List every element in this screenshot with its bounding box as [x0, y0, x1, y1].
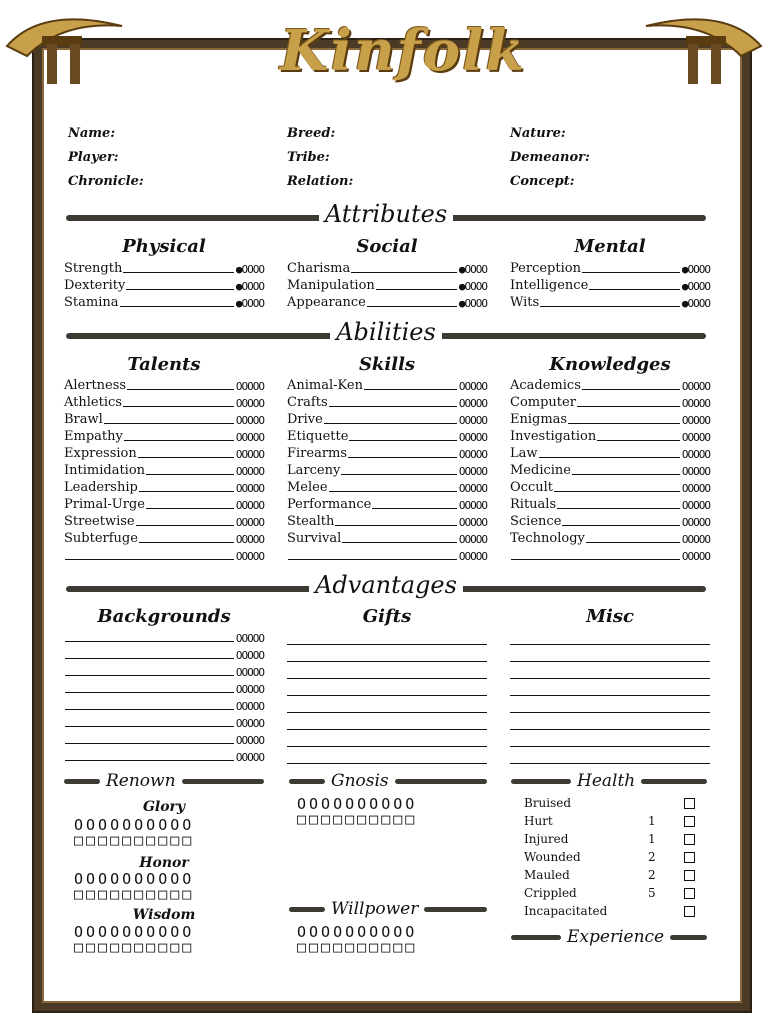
- wisdom-squares[interactable]: □□□□□□□□□□: [74, 938, 195, 956]
- nature-label: Nature:: [510, 126, 566, 141]
- write-line[interactable]: [597, 439, 680, 441]
- skill-dots[interactable]: OOOOO: [458, 482, 487, 495]
- physical-attribute-row[interactable]: [64, 259, 264, 276]
- talent-dots[interactable]: OOOOO: [235, 380, 264, 393]
- write-line[interactable]: [324, 422, 457, 424]
- skill-row[interactable]: [287, 427, 487, 444]
- knowledge-name: Occult: [510, 480, 553, 495]
- knowledge-row[interactable]: [510, 393, 710, 410]
- misc-list: [510, 628, 710, 764]
- health-penalty: 5: [648, 886, 656, 900]
- mental-attribute-name: Wits: [510, 295, 540, 310]
- write-line[interactable]: [376, 288, 457, 290]
- talent-row[interactable]: [64, 512, 264, 529]
- gifts-heading: Gifts: [362, 606, 412, 627]
- health-checkbox[interactable]: [684, 852, 695, 863]
- knowledge-dots[interactable]: OOOOO: [681, 465, 710, 478]
- talent-row[interactable]: [64, 478, 264, 495]
- skills-list: [287, 376, 487, 563]
- social-attribute-name: Appearance: [287, 295, 366, 310]
- skill-name: Crafts: [287, 395, 328, 410]
- social-attribute-row[interactable]: [287, 293, 487, 310]
- abilities-title: Abilities: [330, 318, 442, 346]
- willpower-squares[interactable]: □□□□□□□□□□: [297, 938, 418, 956]
- knowledge-row[interactable]: [510, 410, 710, 427]
- skill-row[interactable]: [287, 393, 487, 410]
- write-line[interactable]: [364, 388, 457, 390]
- talent-dots[interactable]: OOOOO: [235, 533, 264, 546]
- background-row[interactable]: [64, 679, 264, 696]
- willpower-title: Willpower: [331, 899, 419, 919]
- mental-attribute-dots[interactable]: ●OOOO: [681, 263, 710, 276]
- knowledge-dots[interactable]: OOOOO: [681, 516, 710, 529]
- write-line[interactable]: [146, 473, 234, 475]
- gift-line[interactable]: [287, 628, 487, 645]
- gnosis-title: Gnosis: [331, 771, 389, 791]
- skill-row[interactable]: [287, 495, 487, 512]
- knowledge-row[interactable]: [510, 529, 710, 546]
- physical-attribute-dots[interactable]: ●OOOO: [235, 263, 264, 276]
- mental-attribute-name: Perception: [510, 261, 581, 276]
- skill-dots[interactable]: OOOOO: [458, 550, 487, 563]
- talent-row[interactable]: [64, 410, 264, 427]
- physical-attribute-row[interactable]: [64, 276, 264, 293]
- talent-row[interactable]: [64, 444, 264, 461]
- knowledge-dots[interactable]: OOOOO: [681, 482, 710, 495]
- write-line[interactable]: [104, 422, 234, 424]
- misc-line[interactable]: [510, 645, 710, 662]
- knowledge-row[interactable]: [510, 495, 710, 512]
- write-line[interactable]: [586, 541, 680, 543]
- skill-name: Firearms: [287, 446, 348, 461]
- physical-attribute-name: Dexterity: [64, 278, 126, 293]
- write-line[interactable]: [557, 507, 680, 509]
- talent-row[interactable]: [64, 546, 264, 563]
- knowledge-name: Investigation: [510, 429, 597, 444]
- knowledge-dots[interactable]: OOOOO: [681, 499, 710, 512]
- knowledge-dots[interactable]: OOOOO: [681, 431, 710, 444]
- talent-name: Empathy: [64, 429, 123, 444]
- write-line[interactable]: [65, 640, 234, 642]
- health-level-row: [524, 868, 694, 886]
- physical-list: [64, 259, 264, 310]
- skill-name: Melee: [287, 480, 328, 495]
- health-level-row: [524, 796, 694, 814]
- skill-row[interactable]: [287, 512, 487, 529]
- background-row[interactable]: [64, 713, 264, 730]
- honor-circles[interactable]: OOOOOOOOOO: [74, 870, 195, 888]
- talent-name: Athletics: [64, 395, 122, 410]
- background-dots[interactable]: OOOOO: [235, 751, 264, 764]
- renown-title: Renown: [106, 771, 176, 791]
- misc-line[interactable]: [510, 696, 710, 713]
- player-label: Player:: [68, 150, 119, 165]
- knowledge-dots[interactable]: OOOOO: [681, 380, 710, 393]
- skill-row[interactable]: [287, 461, 487, 478]
- knowledge-name: Law: [510, 446, 538, 461]
- write-line[interactable]: [568, 422, 680, 424]
- attributes-section-header: [66, 202, 706, 232]
- misc-line[interactable]: [510, 713, 710, 730]
- talent-name: Primal-Urge: [64, 497, 145, 512]
- talents-list: [64, 376, 264, 563]
- background-dots[interactable]: OOOOO: [235, 666, 264, 679]
- willpower-header: [289, 898, 487, 920]
- health-level-name: Crippled: [524, 886, 577, 900]
- background-row[interactable]: [64, 747, 264, 764]
- gnosis-circles[interactable]: OOOOOOOOOO: [297, 795, 418, 813]
- social-list: [287, 259, 487, 310]
- knowledge-name: Medicine: [510, 463, 571, 478]
- physical-heading: Physical: [122, 236, 206, 257]
- background-row[interactable]: [64, 645, 264, 662]
- skill-dots[interactable]: OOOOO: [458, 431, 487, 444]
- sheet-title: Kinfolk: [280, 18, 527, 84]
- backgrounds-heading: Backgrounds: [97, 606, 231, 627]
- write-line[interactable]: [335, 524, 457, 526]
- gift-line[interactable]: [287, 645, 487, 662]
- health-level-name: Injured: [524, 832, 569, 846]
- social-heading: Social: [356, 236, 418, 257]
- health-levels: [524, 796, 694, 922]
- gift-line[interactable]: [287, 679, 487, 696]
- misc-heading: Misc: [586, 606, 634, 627]
- misc-line[interactable]: [510, 747, 710, 764]
- skill-dots[interactable]: OOOOO: [458, 465, 487, 478]
- mental-attribute-name: Intelligence: [510, 278, 589, 293]
- talent-row[interactable]: [64, 376, 264, 393]
- skill-row[interactable]: [287, 478, 487, 495]
- talents-heading: Talents: [127, 354, 201, 375]
- background-dots[interactable]: OOOOO: [235, 717, 264, 730]
- write-line[interactable]: [577, 405, 680, 407]
- knowledge-dots[interactable]: OOOOO: [681, 448, 710, 461]
- background-dots[interactable]: OOOOO: [235, 734, 264, 747]
- skills-heading: Skills: [358, 354, 416, 375]
- name-label: Name:: [68, 126, 116, 141]
- knowledge-row[interactable]: [510, 427, 710, 444]
- honor-squares[interactable]: □□□□□□□□□□: [74, 885, 195, 903]
- talent-dots[interactable]: OOOOO: [235, 414, 264, 427]
- talent-dots[interactable]: OOOOO: [235, 465, 264, 478]
- wisdom-circles[interactable]: OOOOOOOOOO: [74, 923, 195, 941]
- write-line[interactable]: [139, 490, 234, 492]
- gift-line[interactable]: [287, 747, 487, 764]
- knowledge-name: Computer: [510, 395, 576, 410]
- social-attribute-dots[interactable]: ●OOOO: [458, 280, 487, 293]
- write-line[interactable]: [123, 271, 234, 273]
- talent-row[interactable]: [64, 427, 264, 444]
- background-row[interactable]: [64, 662, 264, 679]
- knowledges-list: [510, 376, 710, 563]
- skill-name: Survival: [287, 531, 342, 546]
- talent-dots[interactable]: OOOOO: [235, 516, 264, 529]
- health-checkbox[interactable]: [684, 888, 695, 899]
- talent-name: Brawl: [64, 412, 103, 427]
- physical-attribute-row[interactable]: [64, 293, 264, 310]
- background-row[interactable]: [64, 696, 264, 713]
- backgrounds-list: [64, 628, 264, 764]
- write-line[interactable]: [123, 405, 234, 407]
- talent-row[interactable]: [64, 495, 264, 512]
- knowledge-row[interactable]: [510, 376, 710, 393]
- knowledge-dots[interactable]: OOOOO: [681, 397, 710, 410]
- write-line[interactable]: [65, 759, 234, 761]
- health-level-row: [524, 904, 694, 922]
- talent-dots[interactable]: OOOOO: [235, 448, 264, 461]
- talent-name: Alertness: [64, 378, 127, 393]
- health-level-name: Hurt: [524, 814, 553, 828]
- social-attribute-name: Manipulation: [287, 278, 375, 293]
- chronicle-label: Chronicle:: [68, 174, 144, 189]
- concept-label: Concept:: [510, 174, 575, 189]
- skill-dots[interactable]: OOOOO: [458, 380, 487, 393]
- knowledge-row[interactable]: [510, 461, 710, 478]
- talent-name: Intimidation: [64, 463, 146, 478]
- health-checkbox[interactable]: [684, 870, 695, 881]
- write-line[interactable]: [582, 388, 680, 390]
- write-line[interactable]: [127, 388, 234, 390]
- knowledge-name: Science: [510, 514, 562, 529]
- health-level-row: [524, 832, 694, 850]
- health-header: [511, 770, 707, 792]
- write-line[interactable]: [65, 725, 234, 727]
- background-row[interactable]: [64, 628, 264, 645]
- write-line[interactable]: [562, 524, 679, 526]
- write-line[interactable]: [554, 490, 680, 492]
- write-line[interactable]: [329, 405, 457, 407]
- talent-dots[interactable]: OOOOO: [235, 499, 264, 512]
- write-line[interactable]: [139, 541, 234, 543]
- mental-attribute-dots[interactable]: ●OOOO: [681, 297, 710, 310]
- physical-attribute-name: Stamina: [64, 295, 119, 310]
- health-checkbox[interactable]: [684, 834, 695, 845]
- renown-header: [64, 770, 264, 792]
- write-line[interactable]: [329, 490, 457, 492]
- skill-row[interactable]: [287, 546, 487, 563]
- skill-name: Larceny: [287, 463, 341, 478]
- health-level-row: [524, 850, 694, 868]
- health-level-name: Bruised: [524, 796, 572, 810]
- write-line[interactable]: [582, 271, 680, 273]
- write-line[interactable]: [589, 288, 680, 290]
- write-line[interactable]: [65, 558, 234, 560]
- physical-attribute-dots[interactable]: ●OOOO: [235, 297, 264, 310]
- knowledge-row[interactable]: [510, 444, 710, 461]
- write-line[interactable]: [65, 691, 234, 693]
- skill-name: Drive: [287, 412, 323, 427]
- honor-heading: Honor: [139, 855, 189, 871]
- write-line[interactable]: [572, 473, 680, 475]
- skill-dots[interactable]: OOOOO: [458, 499, 487, 512]
- social-attribute-name: Charisma: [287, 261, 351, 276]
- social-attribute-dots[interactable]: ●OOOO: [458, 297, 487, 310]
- tribe-label: Tribe:: [287, 150, 330, 165]
- misc-line[interactable]: [510, 730, 710, 747]
- write-line[interactable]: [342, 541, 457, 543]
- write-line[interactable]: [539, 456, 680, 458]
- knowledge-dots[interactable]: OOOOO: [681, 550, 710, 563]
- misc-line[interactable]: [510, 679, 710, 696]
- health-checkbox[interactable]: [684, 798, 695, 809]
- write-line[interactable]: [146, 507, 234, 509]
- write-line[interactable]: [124, 439, 234, 441]
- mental-list: [510, 259, 710, 310]
- glory-circles[interactable]: OOOOOOOOOO: [74, 816, 195, 834]
- background-row[interactable]: [64, 730, 264, 747]
- write-line[interactable]: [341, 473, 457, 475]
- write-line[interactable]: [138, 456, 234, 458]
- skill-name: Animal-Ken: [287, 378, 363, 393]
- health-level-name: Incapacitated: [524, 904, 608, 918]
- write-line[interactable]: [511, 558, 680, 560]
- health-level-row: [524, 814, 694, 832]
- willpower-circles[interactable]: OOOOOOOOOO: [297, 923, 418, 941]
- write-line[interactable]: [126, 288, 234, 290]
- background-dots[interactable]: OOOOO: [235, 683, 264, 696]
- physical-attribute-dots[interactable]: ●OOOO: [235, 280, 264, 293]
- gifts-list: [287, 628, 487, 764]
- talent-row[interactable]: [64, 529, 264, 546]
- write-line[interactable]: [372, 507, 457, 509]
- write-line[interactable]: [65, 742, 234, 744]
- breed-label: Breed:: [287, 126, 336, 141]
- mental-heading: Mental: [574, 236, 646, 257]
- background-dots[interactable]: OOOOO: [235, 632, 264, 645]
- write-line[interactable]: [65, 674, 234, 676]
- header-col-3: [510, 126, 590, 198]
- skill-name: Stealth: [287, 514, 335, 529]
- header-col-2: [287, 126, 353, 198]
- skill-row[interactable]: [287, 376, 487, 393]
- gift-line[interactable]: [287, 730, 487, 747]
- talent-row[interactable]: [64, 393, 264, 410]
- talent-name: Leadership: [64, 480, 138, 495]
- talent-name: Expression: [64, 446, 137, 461]
- social-attribute-row[interactable]: [287, 259, 487, 276]
- health-penalty: 1: [648, 814, 656, 828]
- skill-name: Performance: [287, 497, 372, 512]
- background-dots[interactable]: OOOOO: [235, 700, 264, 713]
- skill-name: Etiquette: [287, 429, 349, 444]
- talent-dots[interactable]: OOOOO: [235, 431, 264, 444]
- talent-name: Subterfuge: [64, 531, 138, 546]
- write-line[interactable]: [349, 439, 456, 441]
- health-penalty: 2: [648, 850, 656, 864]
- advantages-section-header: [66, 573, 706, 603]
- attributes-title: Attributes: [319, 200, 453, 228]
- experience-title: Experience: [567, 927, 665, 947]
- skill-dots[interactable]: OOOOO: [458, 516, 487, 529]
- gnosis-squares[interactable]: □□□□□□□□□□: [297, 810, 418, 828]
- misc-line[interactable]: [510, 628, 710, 645]
- health-checkbox[interactable]: [684, 816, 695, 827]
- mental-attribute-row[interactable]: [510, 276, 710, 293]
- misc-line[interactable]: [510, 662, 710, 679]
- write-line[interactable]: [120, 305, 234, 307]
- knowledges-heading: Knowledges: [549, 354, 671, 375]
- write-line[interactable]: [540, 305, 680, 307]
- gift-line[interactable]: [287, 662, 487, 679]
- abilities-section-header: [66, 320, 706, 350]
- skill-dots[interactable]: OOOOO: [458, 533, 487, 546]
- health-checkbox[interactable]: [684, 906, 695, 917]
- health-level-name: Mauled: [524, 868, 570, 882]
- header-col-1: [68, 126, 144, 198]
- skill-row[interactable]: [287, 444, 487, 461]
- knowledge-dots[interactable]: OOOOO: [681, 414, 710, 427]
- knowledge-row[interactable]: [510, 512, 710, 529]
- write-line[interactable]: [348, 456, 457, 458]
- glory-squares[interactable]: □□□□□□□□□□: [74, 831, 195, 849]
- mental-attribute-row[interactable]: [510, 293, 710, 310]
- write-line[interactable]: [65, 657, 234, 659]
- experience-header: [511, 926, 707, 948]
- skill-dots[interactable]: OOOOO: [458, 448, 487, 461]
- skill-dots[interactable]: OOOOO: [458, 414, 487, 427]
- knowledge-row[interactable]: [510, 546, 710, 563]
- knowledge-name: Rituals: [510, 497, 557, 512]
- health-title: Health: [577, 771, 636, 791]
- talent-dots[interactable]: OOOOO: [235, 482, 264, 495]
- knowledge-dots[interactable]: OOOOO: [681, 533, 710, 546]
- knowledge-row[interactable]: [510, 478, 710, 495]
- health-level-name: Wounded: [524, 850, 581, 864]
- knowledge-name: Academics: [510, 378, 581, 393]
- write-line[interactable]: [351, 271, 457, 273]
- right-horn-ornament-icon: [636, 6, 766, 86]
- knowledge-name: Enigmas: [510, 412, 568, 427]
- gift-line[interactable]: [287, 696, 487, 713]
- social-attribute-row[interactable]: [287, 276, 487, 293]
- physical-attribute-name: Strength: [64, 261, 123, 276]
- mental-attribute-dots[interactable]: ●OOOO: [681, 280, 710, 293]
- background-dots[interactable]: OOOOO: [235, 649, 264, 662]
- skill-row[interactable]: [287, 529, 487, 546]
- social-attribute-dots[interactable]: ●OOOO: [458, 263, 487, 276]
- glory-heading: Glory: [142, 799, 186, 815]
- write-line[interactable]: [65, 708, 234, 710]
- advantages-title: Advantages: [309, 571, 463, 599]
- gnosis-header: [289, 770, 487, 792]
- left-horn-ornament-icon: [2, 6, 132, 86]
- gift-line[interactable]: [287, 713, 487, 730]
- relation-label: Relation:: [287, 174, 354, 189]
- skill-dots[interactable]: OOOOO: [458, 397, 487, 410]
- demeanor-label: Demeanor:: [510, 150, 590, 165]
- talent-name: Streetwise: [64, 514, 135, 529]
- write-line[interactable]: [367, 305, 457, 307]
- health-level-row: [524, 886, 694, 904]
- mental-attribute-row[interactable]: [510, 259, 710, 276]
- wisdom-heading: Wisdom: [132, 907, 196, 923]
- talent-dots[interactable]: OOOOO: [235, 397, 264, 410]
- write-line[interactable]: [288, 558, 457, 560]
- health-penalty: 2: [648, 868, 656, 882]
- health-penalty: 1: [648, 832, 656, 846]
- talent-dots[interactable]: OOOOO: [235, 550, 264, 563]
- knowledge-name: Technology: [510, 531, 585, 546]
- skill-row[interactable]: [287, 410, 487, 427]
- talent-row[interactable]: [64, 461, 264, 478]
- write-line[interactable]: [136, 524, 234, 526]
